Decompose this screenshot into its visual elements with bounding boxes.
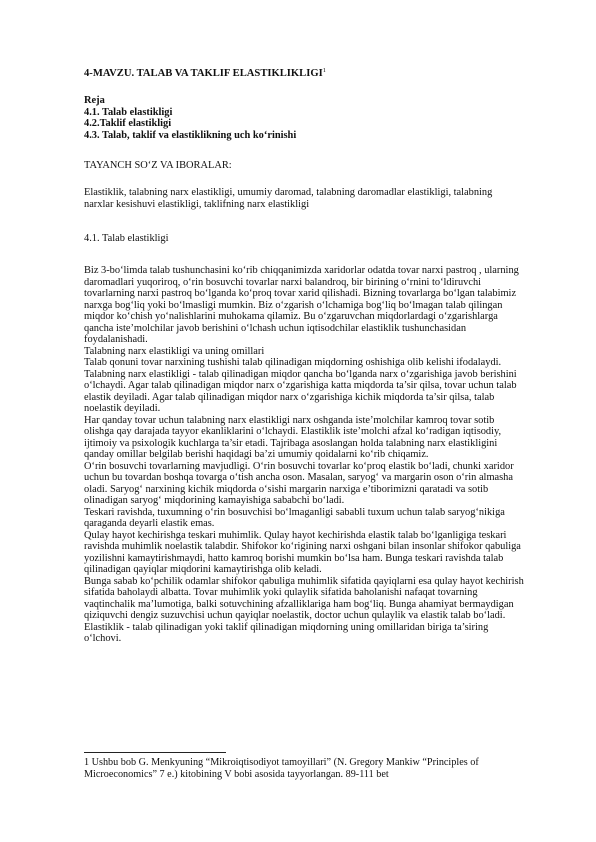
footnote-divider — [84, 752, 226, 753]
paragraph: Bunga sabab ko‘pchilik odamlar shifokor qabuliga muhimlik sifatida qayiqlarni esa qulay hayot kechirish sifatida baholaydi albatta. Tovar muhimlik yoki qulaylik sifatida baholanishi nafaqat tovarning vaqtinchalik ma’lumotiga, balki sotuvchining afzalliklariga ham bog‘liq. Bunga ahamiyat bermaydigan qiziquvchi dengiz suzuvchisi uchun qayiqlar noelastik, doctor uchun qulaylik va elastik talab bo‘ladi. — [84, 575, 524, 621]
paragraph: Har qanday tovar uchun talabning narx elastikligi narx oshganda iste’molchilar kamroq tovar sotib olishga qay darajada tayyor ekanliklarini o‘lchaydi. Elastiklik iste’molchi afzal ko‘radigan iqtisodiy, ijtimoiy va psixologik kuchlarga ta’sir etadi. Tajribaga asoslangan holda talabning narx elastikligini qanday omillar belgilab berishi haqidagi ba’zi umumiy qoidalarni ko‘rib chiqamiz. — [84, 414, 502, 460]
plan-item: 4.2.Taklif elastikligi — [84, 118, 172, 129]
chapter-title — [84, 68, 524, 80]
plan-block — [84, 95, 524, 141]
plan-item: 4.3. Talab, taklif va elastiklikning uch ko‘rinishi — [84, 129, 297, 141]
paragraph: O‘rin bosuvchi tovarlarning mavjudligi. O‘rin bosuvchi tovarlar ko‘proq elastik bo‘ladi, chunki xaridor uchun bu tovardan boshqa tovarga o‘tish ancha oson. Masalan, saryog‘ va margarin oson o‘rin almasha oladi. Saryog‘ narxining kichik miqdorda o‘sishi margarin narxiga e’tiborimizni qaratadi va sotib olinadigan saryog‘ miqdorining kamayishiga sababchi bo‘ladi. — [84, 460, 514, 506]
footnote-marker: 1 — [322, 67, 326, 74]
footnote: 1 Ushbu bob G. Menkyuning “Mikroiqtisodiyot tamoyillari” (N. Gregory Mankiw “Principles of Microeconomics” 7 e.) kitobining V bobi asosida tayyorlangan. 89-111 bet — [84, 757, 479, 780]
paragraph: Talabning narx elastikligi va uning omillari — [84, 345, 265, 357]
paragraph: Talab qonuni tovar narxining tushishi talab qilinadigan miqdorning oshishiga olib kelishi ifodalaydi. Talabning narx elastikligi - talab qilinadigan miqdor qancha bo‘lganda narx o‘zgarishiga javob berishini o‘lchaydi. Agar talab qilinadigan miqdor narx o‘zgarishiga katta miqdorda ta’sir qilsa, tovar uchun talab elastik deyiladi. Agar talab qilinadigan miqdor narx o‘zgarishiga kichik miqdorda ta’sir qilsa, talab noelastik deyiladi. — [84, 357, 517, 414]
plan-item: 4.1. Talab elastikligi — [84, 106, 173, 118]
keywords-heading: TAYANCH SO‘Z VA IBORALAR: — [84, 160, 232, 171]
chapter-title-text: 4-MAVZU. TALAB VA TAKLIF ELASTIKLIKLIGI — [84, 68, 323, 79]
keywords-list: Elastiklik, talabning narx elastikligi, umumiy daromad, talabning daromadlar elastikligi, talabning narxlar kesishuvi elastikligi, taklifning narx elastikligi — [84, 187, 493, 210]
plan-heading: Reja — [84, 95, 105, 106]
paragraph: Teskari ravishda, tuxumning o‘rin bosuvchisi bo‘lmaganligi sababli tuxum uchun talab saryog‘nikiga qaraganda deyarli elastik emas. — [84, 506, 505, 529]
paragraph: Biz 3-bo‘limda talab tushunchasini ko‘rib chiqqanimizda xaridorlar odatda tovar narxi pastroq , ularning daromadlari yuqoriroq, o‘rin bosuvchi tovarlar narxi balandroq, bir birining o‘rnini to‘ldiruvchi tovarlarning narxi pastroq bo‘lganda ko‘proq tovar xarid qilishadi. Bizning tovarlarga bo‘lgan talabimiz narxga bog‘liq yoki bo‘lmasligi mumkin. Biz o‘zgarish o‘lchamiga bog‘liq bo‘lmagan talab qilingan miqdor ko‘chish yo‘nalishlarini muhokama qilamiz. Bu o‘zgaruvchan miqdorlardagi o‘zgarishlarga qancha iste’molchilar javob berishini o‘lchash uchun iqtisodchilar elastiklik tushunchasidan foydalanishadi. — [84, 265, 519, 345]
paragraph: Qulay hayot kechirishga teskari muhimlik. Qulay hayot kechirishda elastik talab bo‘lganligiga teskari ravishda muhimlik noelastik talabdir. Shifokor ko‘rigining narxi oshgani bilan insonlar shifokor qabuliga yozilishni kamaytirishmaydi, hatto kamroq borishi mumkin bo‘lsa ham. Bunga teskari ravishda talab qilinadigan qayiqlar miqdorini kamaytirishga olib keladi. — [84, 529, 521, 575]
paragraph: Elastiklik - talab qilinadigan yoki taklif qilinadigan miqdorning uning omillaridan biriga ta’siring o‘lchovi. — [84, 621, 489, 644]
section-heading: 4.1. Talab elastikligi — [84, 233, 169, 244]
body-text — [84, 265, 524, 645]
